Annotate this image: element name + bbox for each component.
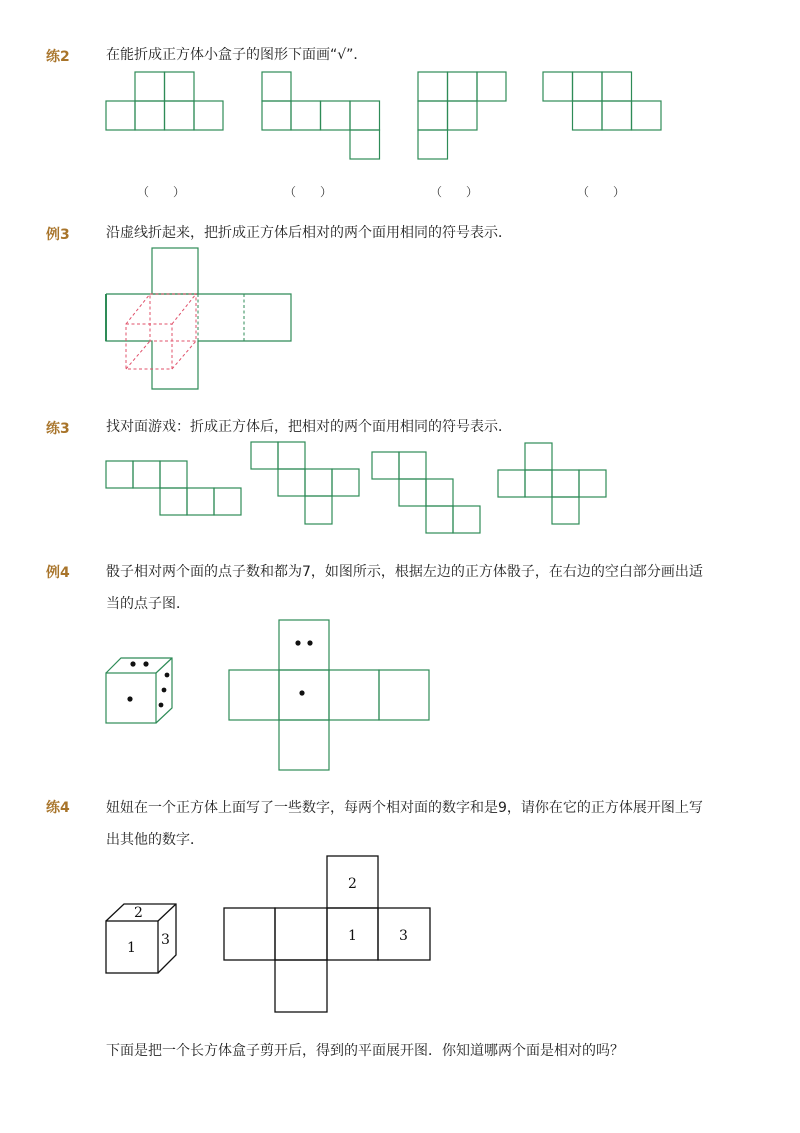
dice-top-pip xyxy=(143,661,148,666)
lian4-question-line1: 妞妞在一个正方体上面写了一些数字，每两个相对面的数字和是9，请你在它的正方体展开图上写 xyxy=(106,800,703,816)
lian4-question-line2: 出其他的数字． xyxy=(106,832,204,848)
li4-question-line2: 当的点子图． xyxy=(106,596,190,612)
dice-top-pip xyxy=(130,661,135,666)
lian3-net-c xyxy=(372,452,480,533)
dice-front-pip xyxy=(127,696,132,701)
cube-top-number: 2 xyxy=(134,905,143,921)
li3-net xyxy=(106,248,291,389)
dice-right-pip xyxy=(159,703,164,708)
net-top-pip xyxy=(307,640,312,645)
section-label-li4: 例4 xyxy=(46,565,70,581)
lian3-question: 找对面游戏：折成正方体后，把相对的两个面用相同的符号表示． xyxy=(106,419,512,435)
cube-right-number: 3 xyxy=(161,932,170,948)
lian4-number-cube xyxy=(106,904,176,973)
footer-question: 下面是把一个长方体盒子剪开后，得到的平面展开图．你知道哪两个面是相对的吗？ xyxy=(106,1043,624,1059)
dice-right-pip xyxy=(165,673,170,678)
section-label-lian2: 练2 xyxy=(46,49,70,65)
section-label-lian4: 练4 xyxy=(46,800,70,816)
li3-folding-cube xyxy=(126,294,196,369)
lian2-net-c xyxy=(418,72,506,159)
lian3-net-b xyxy=(251,442,359,524)
net-center-number: 1 xyxy=(348,928,357,944)
answer-blank-4[interactable]: （ ） xyxy=(577,185,626,199)
net-top-pip xyxy=(295,640,300,645)
cube-front-number: 1 xyxy=(127,940,136,956)
li4-dice-cube xyxy=(106,658,172,723)
answer-blank-3[interactable]: （ ） xyxy=(430,185,479,199)
net-top-number: 2 xyxy=(348,876,357,892)
li4-question-line1: 骰子相对两个面的点子数和都为7，如图所示，根据左边的正方体骰子，在右边的空白部分画出适 xyxy=(106,564,703,580)
answer-blank-2[interactable]: （ ） xyxy=(284,185,333,199)
section-label-li3: 例3 xyxy=(46,227,70,243)
lian2-net-d xyxy=(543,72,661,130)
lian3-net-a xyxy=(106,461,241,515)
section-label-lian3: 练3 xyxy=(46,421,70,437)
li3-question: 沿虚线折起来，把折成正方体后相对的两个面用相同的符号表示． xyxy=(106,225,512,241)
lian3-net-d xyxy=(498,443,606,524)
lian2-net-b xyxy=(262,72,380,159)
net-center-pip xyxy=(299,690,304,695)
lian4-number-net xyxy=(224,856,430,1012)
lian2-net-a xyxy=(106,72,223,130)
net-right-number: 3 xyxy=(399,928,408,944)
dice-right-pip xyxy=(162,688,167,693)
answer-blank-1[interactable]: （ ） xyxy=(137,185,186,199)
lian2-question: 在能折成正方体小盒子的图形下面画“√”． xyxy=(106,47,368,63)
li4-dice-net xyxy=(229,620,429,770)
